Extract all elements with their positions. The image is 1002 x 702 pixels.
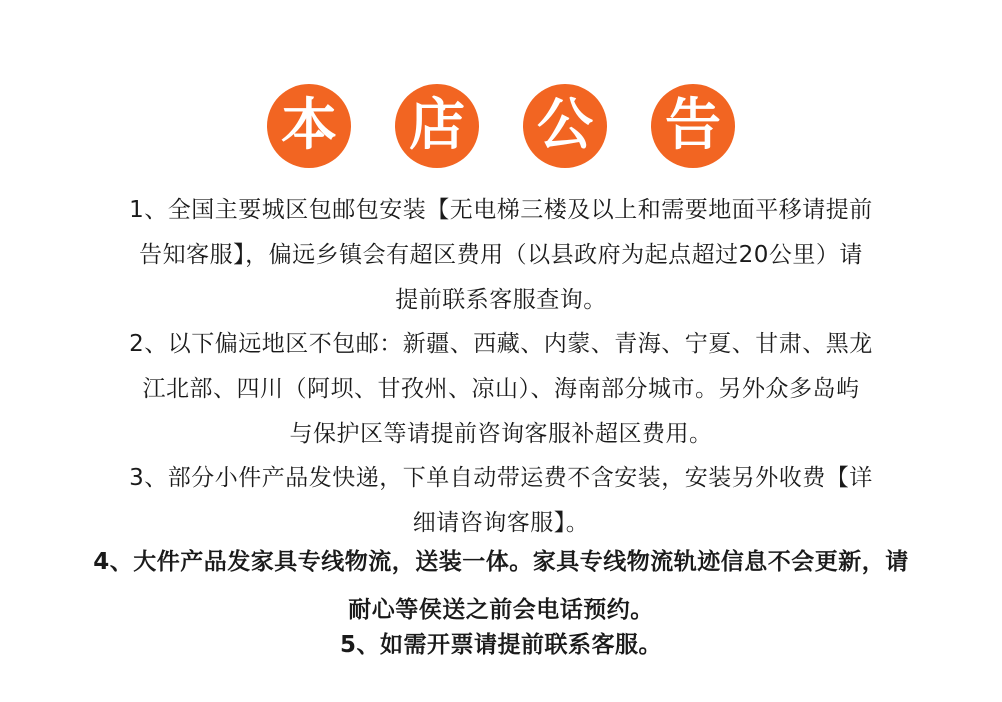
- notice-line: 江北部、四川（阿坝、甘孜州、凉山）、海南部分城市。另外众多岛屿: [142, 376, 860, 402]
- notice-item-3: [40, 456, 962, 546]
- notice-item-1: [40, 188, 962, 323]
- notice-line: 2、以下偏远地区不包邮：新疆、西藏、内蒙、青海、宁夏、甘肃、黑龙: [129, 331, 873, 357]
- title-circle: [651, 84, 735, 168]
- notice-line: 耐心等侯送之前会电话预约。: [348, 597, 654, 623]
- title-char: 本: [281, 93, 337, 158]
- title-char: 店: [409, 93, 465, 158]
- notice-line: 1、全国主要城区包邮包安装【无电梯三楼及以上和需要地面平移请提前: [129, 197, 873, 223]
- notice-item-4: [40, 538, 962, 634]
- notice-item-2: [40, 322, 962, 457]
- title-circle: [523, 84, 607, 168]
- notice-title: [0, 84, 1002, 168]
- title-circle: [395, 84, 479, 168]
- notice-line: 5、如需开票请提前联系客服。: [339, 632, 662, 658]
- notice-line: 4、大件产品发家具专线物流，送装一体。家具专线物流轨迹信息不会更新，请: [93, 549, 909, 575]
- notice-line: 与保护区等请提前咨询客服补超区费用。: [289, 421, 713, 447]
- title-char: 公: [537, 93, 593, 158]
- notice-line: 告知客服】，偏远乡镇会有超区费用（以县政府为起点超过20公里）请: [139, 242, 863, 268]
- title-char: 告: [665, 93, 721, 158]
- notice-line: 细请咨询客服】。: [412, 510, 590, 536]
- notice-line: 提前联系客服查询。: [395, 287, 607, 313]
- notice-item-5: [40, 630, 962, 660]
- notice-line: 3、部分小件产品发快递，下单自动带运费不含安装，安装另外收费【详: [129, 465, 873, 491]
- title-circle: [267, 84, 351, 168]
